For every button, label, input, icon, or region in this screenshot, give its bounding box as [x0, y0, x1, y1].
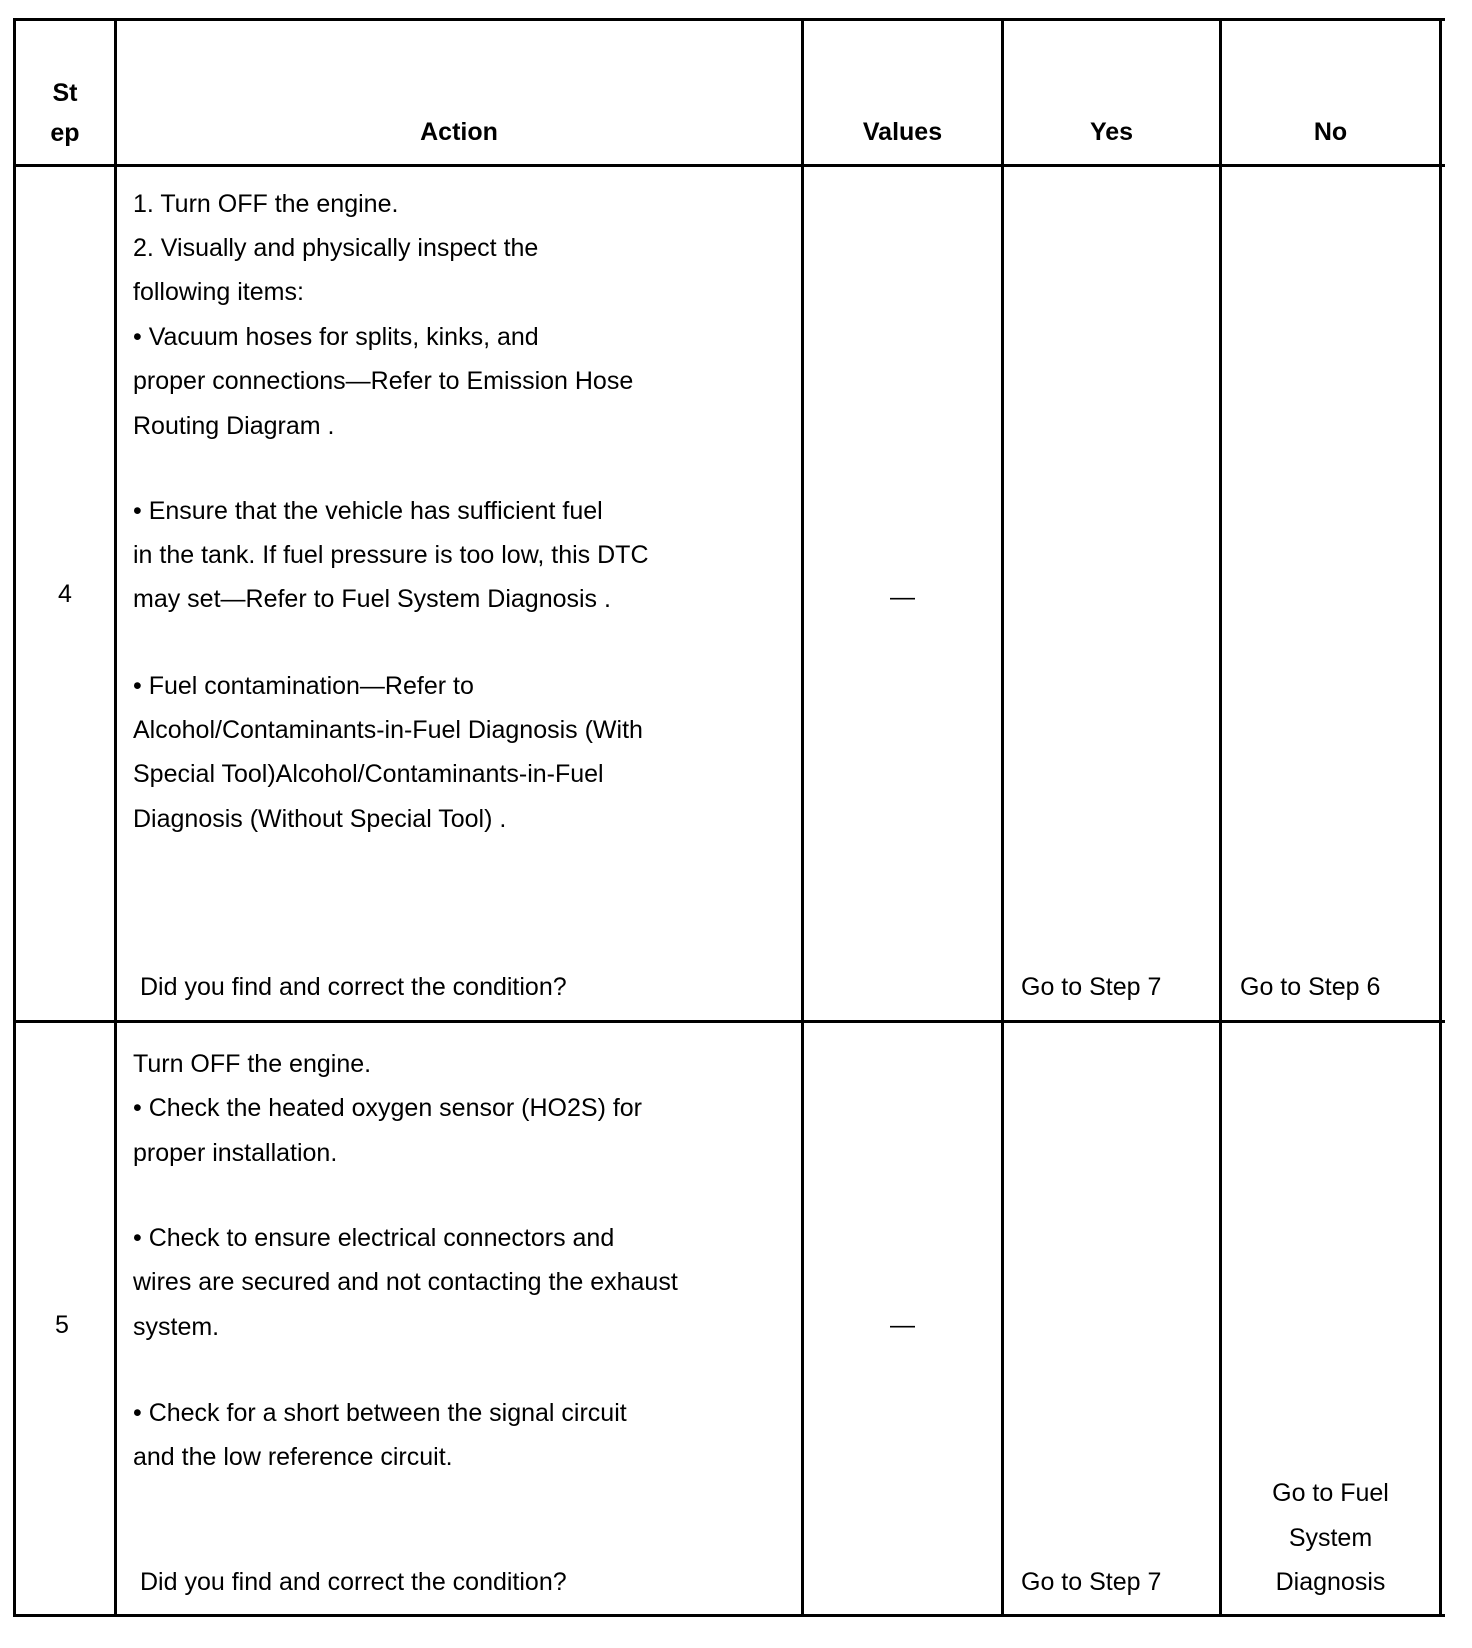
yes-cell: Go to Step 7 — [1021, 973, 1162, 1001]
action-line: • Check the heated oxygen sensor (HO2S) for — [133, 1094, 643, 1122]
action-line: 2. Visually and physically inspect the — [133, 234, 539, 262]
question-text: Did you find and correct the condition? — [140, 973, 567, 1001]
action-line: • Ensure that the vehicle has sufficient fuel — [133, 497, 603, 525]
step-number: 5 — [55, 1311, 69, 1339]
column-divider-action — [801, 18, 804, 1617]
table-border-right — [1439, 18, 1442, 1617]
header-yes: Yes — [1089, 118, 1134, 146]
action-line: Routing Diagram . — [133, 412, 335, 440]
no-cell-line: Diagnosis — [1275, 1568, 1386, 1596]
header-step-line1: St — [52, 79, 78, 107]
action-line: 1. Turn OFF the engine. — [133, 190, 399, 218]
header-no: No — [1313, 118, 1348, 146]
action-line: Alcohol/Contaminants-in-Fuel Diagnosis (With — [133, 716, 643, 744]
action-line: proper installation. — [133, 1139, 338, 1167]
action-line: proper connections—Refer to Emission Hose — [133, 367, 634, 395]
header-step — [16, 73, 114, 153]
action-line: may set—Refer to Fuel System Diagnosis . — [133, 585, 611, 613]
header-divider — [13, 164, 1445, 167]
step-number: 4 — [58, 580, 72, 608]
column-divider-step — [114, 18, 117, 1617]
no-cell-line: Go to Fuel — [1272, 1479, 1389, 1507]
row-divider — [13, 1020, 1445, 1023]
yes-cell: Go to Step 7 — [1021, 1568, 1162, 1596]
no-cell: Go to Step 6 — [1240, 973, 1381, 1001]
action-line: Diagnosis (Without Special Tool) . — [133, 805, 507, 833]
values-cell: — — [890, 583, 915, 611]
no-cell-line: System — [1288, 1524, 1373, 1552]
table-border-bottom — [13, 1614, 1445, 1617]
action-line: and the low reference circuit. — [133, 1443, 453, 1471]
action-line: • Check for a short between the signal circuit — [133, 1399, 627, 1427]
values-cell: — — [890, 1311, 915, 1339]
action-line: • Check to ensure electrical connectors and — [133, 1224, 615, 1252]
header-step-line2: ep — [50, 119, 80, 147]
action-line: • Fuel contamination—Refer to — [133, 672, 474, 700]
column-divider-values — [1001, 18, 1004, 1617]
action-line: Special Tool)Alcohol/Contaminants-in-Fuel — [133, 760, 604, 788]
column-divider-yes — [1219, 18, 1222, 1617]
header-action: Action — [420, 118, 498, 146]
table-border-top — [13, 18, 1445, 21]
action-line: wires are secured and not contacting the exhaust — [133, 1268, 678, 1296]
question-text: Did you find and correct the condition? — [140, 1568, 567, 1596]
action-line: following items: — [133, 278, 304, 306]
action-line: • Vacuum hoses for splits, kinks, and — [133, 323, 539, 351]
action-line: system. — [133, 1313, 220, 1341]
action-line: in the tank. If fuel pressure is too low, this DTC — [133, 541, 649, 569]
table-border-left — [13, 18, 16, 1617]
header-values: Values — [862, 118, 943, 146]
action-line: Turn OFF the engine. — [133, 1050, 372, 1078]
